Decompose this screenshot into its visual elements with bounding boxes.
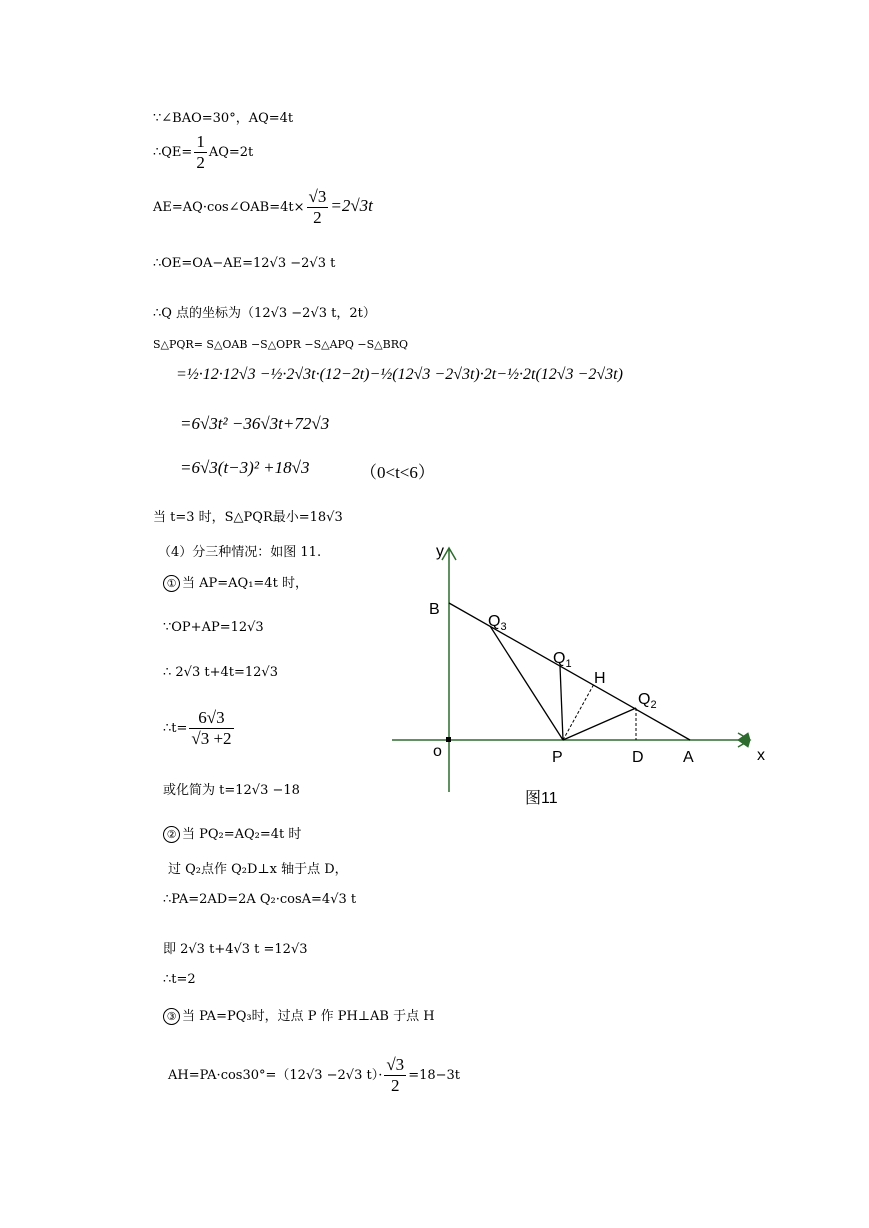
line-3 (153, 187, 373, 228)
label-Q3: $Q_3$ (488, 613, 507, 633)
line-2-tail: AQ=2t (208, 145, 254, 160)
line-BA (449, 603, 690, 740)
label-y: y (436, 543, 444, 560)
label-A: A (683, 749, 694, 766)
label-H: H (594, 670, 606, 687)
line-5: ∴Q 点的坐标为（12√3 −2√3 t，2t） (153, 306, 376, 321)
line-12 (163, 572, 308, 592)
line-4: ∴OE=OA−AE=12√3 −2√3 t (153, 256, 336, 271)
label-x: x (757, 747, 765, 764)
fraction-half (194, 132, 207, 173)
label-Q2: $Q_2$ (638, 691, 657, 711)
circle-3: ③ (163, 1008, 180, 1025)
frac-den: √3 +2 (191, 729, 232, 748)
line-11: （4）分三种情况：如图 11. (158, 545, 322, 560)
line-13: ∵OP+AP=12√3 (163, 620, 264, 635)
frac-den: 2 (196, 153, 205, 172)
line-PQ2 (563, 708, 636, 740)
line-9: =6√3(t−3)² +18√3 (180, 458, 310, 477)
label-P: P (552, 749, 563, 766)
frac-num: 6√3 (189, 708, 233, 729)
line-14: ∴ 2√3 t+4t=12√3 (163, 665, 278, 680)
fraction-t (189, 708, 233, 749)
line-16: 或化简为 t=12√3 −18 (163, 783, 300, 798)
line-22 (163, 1005, 435, 1025)
figure-caption: 图11 (525, 790, 558, 807)
line-PQ3 (490, 626, 563, 740)
label-Q1: $Q_1$ (553, 650, 572, 670)
line-17 (163, 823, 301, 843)
line-17-text: 当 PQ₂=AQ₂=4t 时 (182, 827, 302, 842)
line-23-lead: AH=PA·cos30°=（12√3 −2√3 t）· (168, 1068, 383, 1083)
frac-num: √3 (386, 1055, 405, 1074)
line-3-lead: AE=AQ·cos∠OAB=4t× (153, 200, 305, 215)
label-o: o (433, 743, 442, 760)
label-B: B (429, 601, 440, 618)
frac-den: 2 (313, 208, 322, 227)
frac-den: 2 (391, 1076, 400, 1095)
line-18: 过 Q₂点作 Q₂D⊥x 轴于点 D， (168, 862, 348, 877)
line-PH (563, 684, 594, 740)
origin-dot (446, 737, 451, 742)
line-7: =½·12·12√3 −½·2√3t·(12−2t)−½(12√3 −2√3t)·2t−½·2t(12√3 −2√3t) (176, 366, 623, 383)
line-23-tail: =18−3t (408, 1068, 461, 1083)
line-21: ∴t=2 (163, 972, 196, 987)
line-22-text: 当 PA=PQ₃时，过点 P 作 PH⊥AB 于点 H (182, 1009, 435, 1024)
line-15-lead: ∴t= (163, 721, 188, 736)
line-6: S△PQR= S△OAB −S△OPR −S△APQ −S△BRQ (153, 338, 409, 351)
line-8: =6√3t² −36√3t+72√3 (180, 414, 330, 433)
line-2 (153, 132, 253, 173)
line-20: 即 2√3 t+4√3 t =12√3 (163, 942, 308, 957)
fraction-sqrt3-over-2 (307, 187, 329, 228)
line-19: ∴PA=2AD=2A Q₂·cosA=4√3 t (163, 892, 357, 907)
line-PQ1 (560, 666, 563, 740)
figure-11 (380, 530, 780, 810)
line-15 (163, 708, 236, 749)
circle-1: ① (163, 575, 180, 592)
line-1: ∵∠BAO=30°，AQ=4t (153, 111, 294, 126)
line-10: 当 t=3 时，S△PQR最小=18√3 (153, 510, 343, 525)
line-12-text: 当 AP=AQ₁=4t 时， (182, 576, 308, 591)
frac-num: 1 (196, 132, 205, 151)
x-arrow (738, 733, 750, 747)
fraction-sqrt3-over-2b (384, 1055, 406, 1096)
line-2-lead: ∴QE= (153, 145, 193, 160)
label-D: D (632, 749, 644, 766)
circle-2: ② (163, 826, 180, 843)
line-23 (168, 1055, 460, 1096)
line-3-tail: =2√3t (330, 196, 373, 215)
line-9-range: （0<t<6） (360, 463, 435, 482)
frac-num: √3 (308, 187, 327, 206)
